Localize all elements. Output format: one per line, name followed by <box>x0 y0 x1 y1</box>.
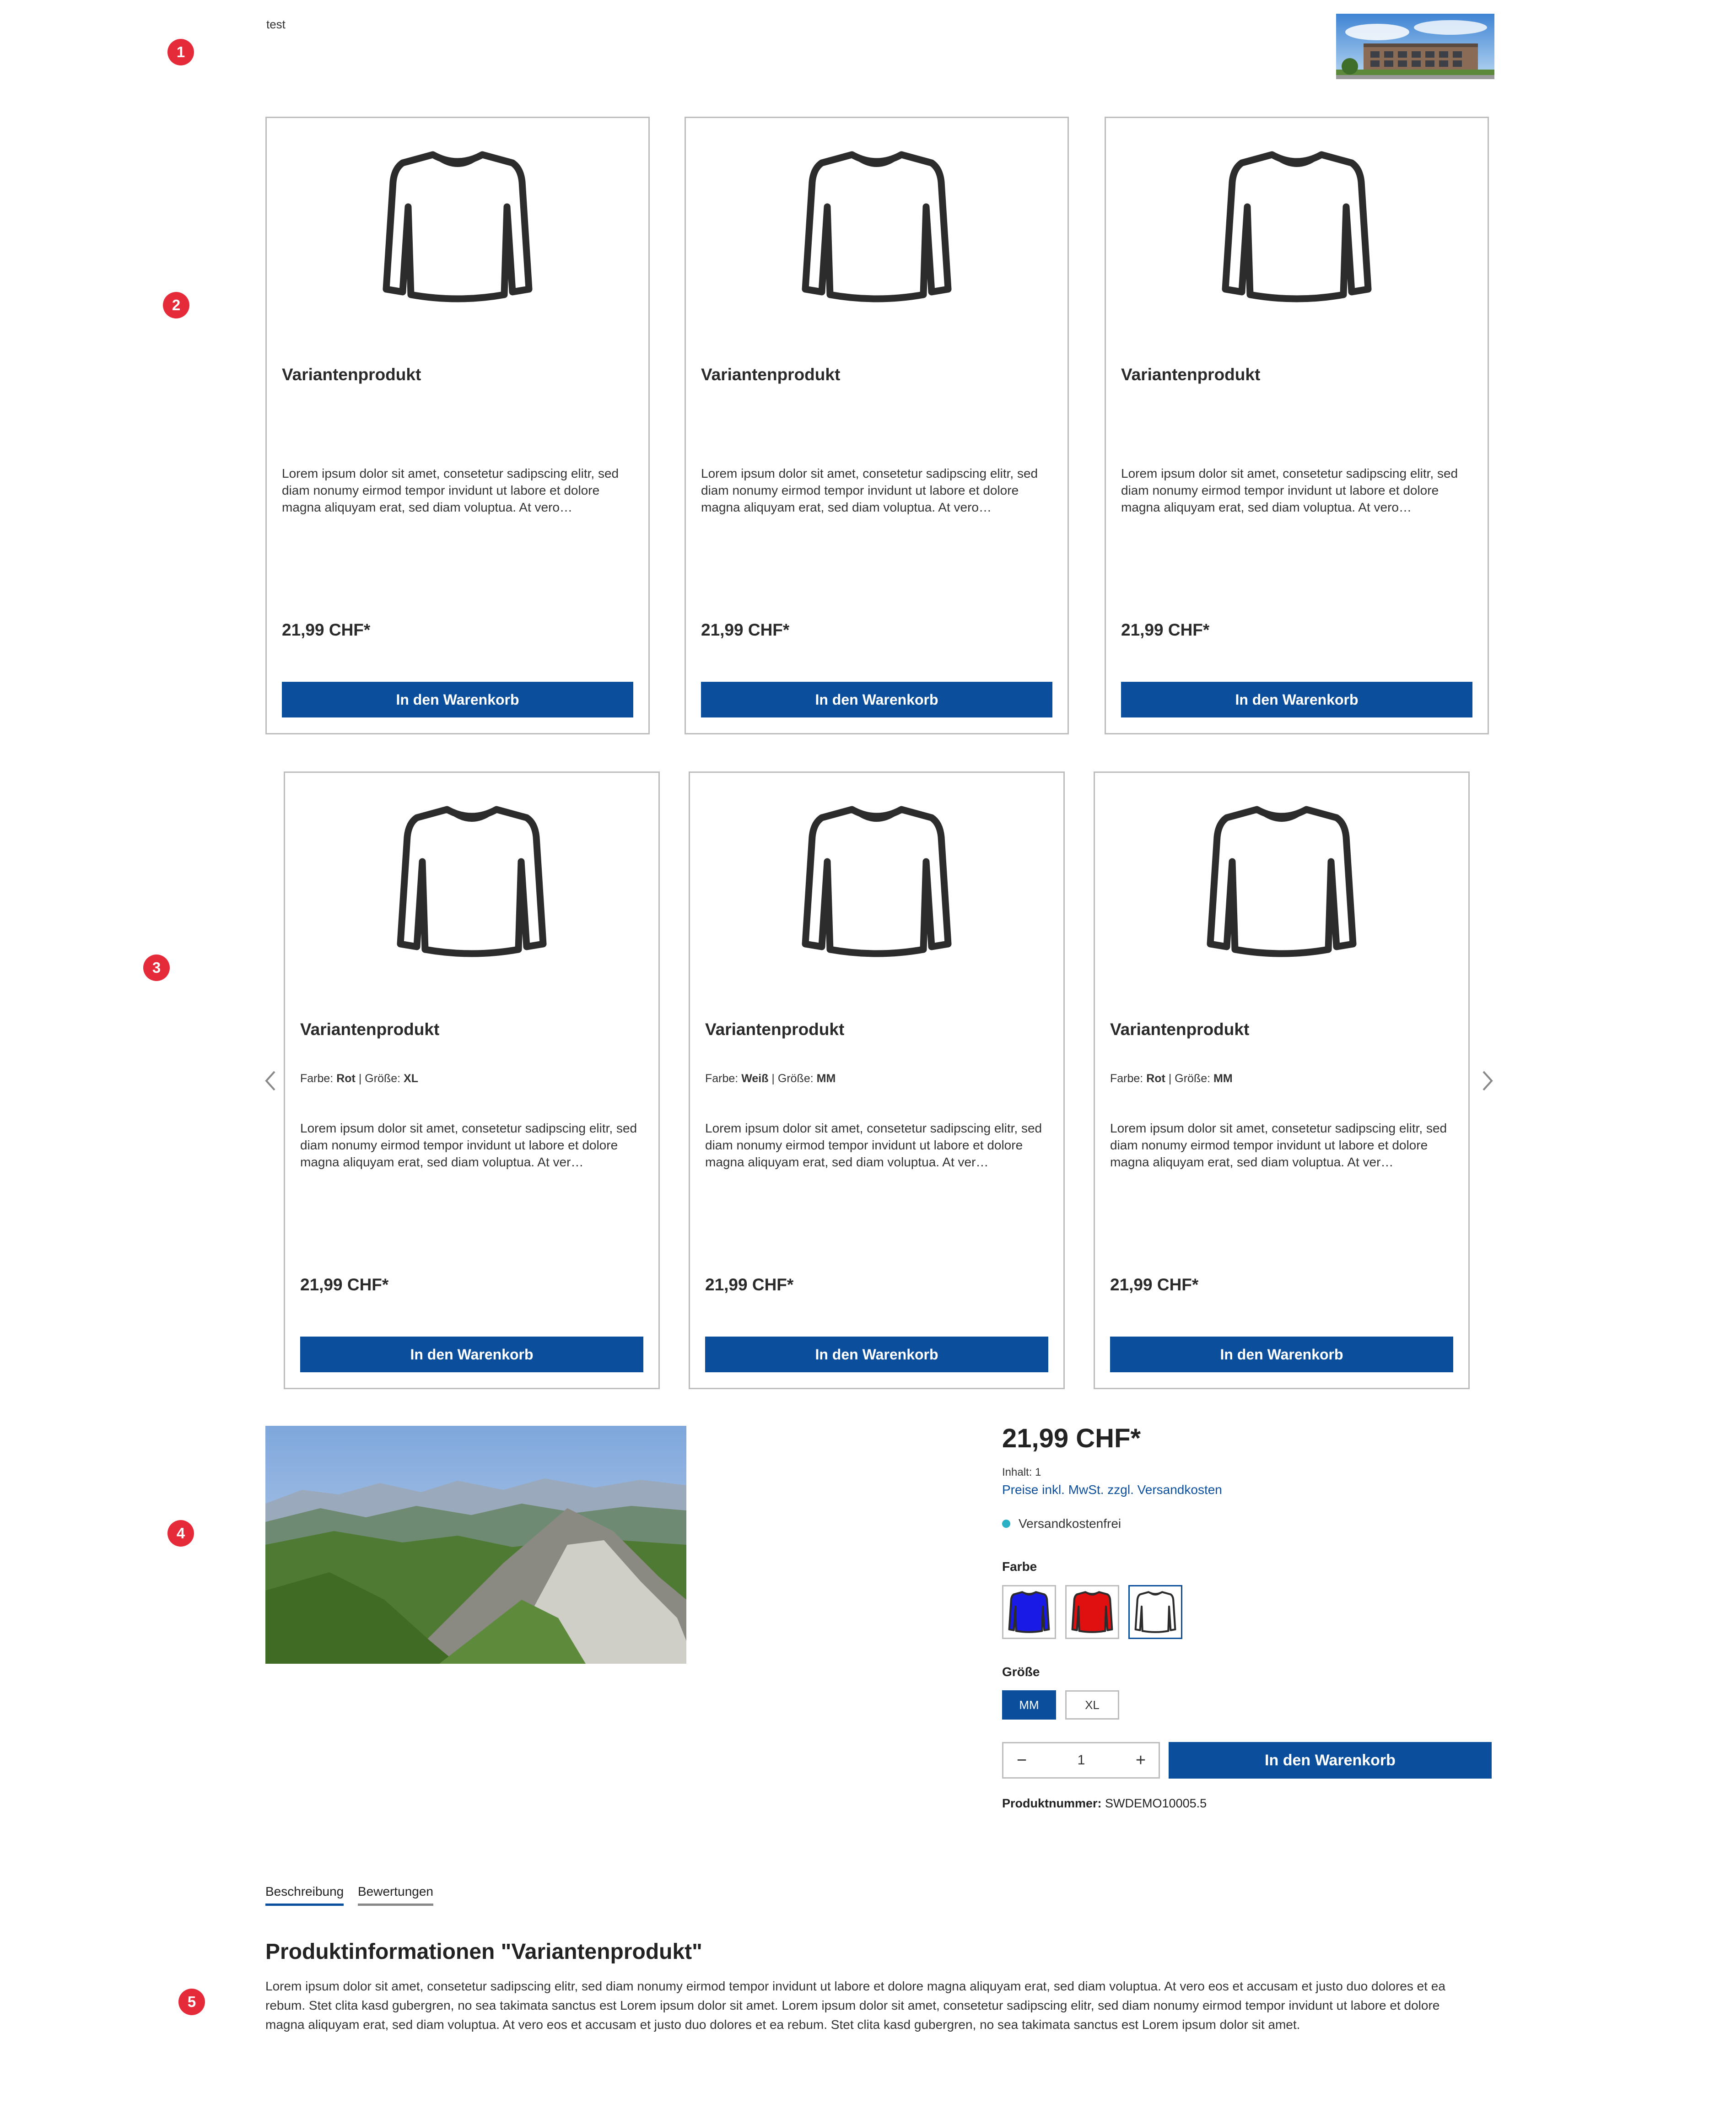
product-price: 21,99 CHF* <box>1121 620 1210 639</box>
size-option-value: MM <box>816 1072 836 1085</box>
tab-reviews[interactable]: Bewertungen <box>358 1884 433 1906</box>
product-shirt-icon[interactable] <box>267 141 648 297</box>
description-heading: Produktinformationen "Variantenprodukt" <box>265 1940 702 1964</box>
product-variant-options: Farbe: Weiß | Größe: MM <box>705 1072 836 1085</box>
product-description: Lorem ipsum dolor sit amet, consetetur sadipscing elitr, sed diam nonumy eirmod tempor invidunt ut labore et dolore magna aliquyam erat, sed diam voluptua. At vero… <box>1121 466 1458 514</box>
product-title[interactable]: Variantenprodukt <box>1121 365 1261 384</box>
shirt-icon <box>1006 1588 1052 1636</box>
shirt-icon <box>1132 1588 1178 1636</box>
product-number <box>1002 1796 1207 1811</box>
product-shirt-icon[interactable] <box>285 796 658 951</box>
tax-shipping-link[interactable]: Preise inkl. MwSt. zzgl. Versandkosten <box>1002 1483 1222 1497</box>
size-option-label: Größe: <box>777 1072 814 1085</box>
product-card[interactable] <box>1094 771 1470 1389</box>
product-description: Lorem ipsum dolor sit amet, consetetur sadipscing elitr, sed diam nonumy eirmod tempor invidunt ut labore et dolore magna aliquyam erat, sed diam voluptua. At ver… <box>1110 1121 1447 1169</box>
add-to-cart-button[interactable]: In den Warenkorb <box>701 682 1052 717</box>
product-card[interactable] <box>284 771 660 1389</box>
detail-content: Inhalt: 1 <box>1002 1466 1041 1478</box>
section-marker-5: 5 <box>178 1989 205 2015</box>
product-title[interactable]: Variantenprodukt <box>701 365 841 384</box>
quantity-increase-button[interactable]: + <box>1135 1750 1146 1770</box>
add-to-cart-button[interactable]: In den Warenkorb <box>282 682 633 717</box>
product-price: 21,99 CHF* <box>705 1275 794 1294</box>
shipping-status-text: Versandkostenfrei <box>1019 1516 1121 1531</box>
product-description: Lorem ipsum dolor sit amet, consetetur sadipscing elitr, sed diam nonumy eirmod tempor invidunt ut labore et dolore magna aliquyam erat, sed diam voluptua. At ver… <box>300 1121 637 1169</box>
product-card[interactable] <box>265 117 650 734</box>
product-card[interactable] <box>1105 117 1489 734</box>
slider-prev-icon[interactable] <box>264 1070 277 1092</box>
shipping-status-dot <box>1002 1520 1010 1528</box>
section-marker-4: 4 <box>167 1520 194 1547</box>
product-description: Lorem ipsum dolor sit amet, consetetur sadipscing elitr, sed diam nonumy eirmod tempor invidunt ut labore et dolore magna aliquyam erat, sed diam voluptua. At vero… <box>701 466 1038 514</box>
product-title[interactable]: Variantenprodukt <box>705 1020 845 1039</box>
color-option-value: Rot <box>1146 1072 1165 1085</box>
color-option-label: Farbe: <box>705 1072 739 1085</box>
product-card[interactable] <box>689 771 1065 1389</box>
add-to-cart-button[interactable]: In den Warenkorb <box>300 1337 643 1372</box>
page-title: test <box>266 17 286 31</box>
color-option-label: Farbe: <box>300 1072 334 1085</box>
product-shirt-icon[interactable] <box>1106 141 1488 297</box>
size-option-label: Größe: <box>1175 1072 1211 1085</box>
product-card[interactable] <box>685 117 1069 734</box>
color-option-red[interactable] <box>1065 1585 1119 1639</box>
shirt-icon <box>1069 1588 1115 1636</box>
product-number-label: Produktnummer: <box>1002 1796 1102 1810</box>
section-marker-2: 2 <box>163 292 189 318</box>
header-building-image <box>1336 14 1494 79</box>
color-option-label: Farbe: <box>1110 1072 1143 1085</box>
product-price: 21,99 CHF* <box>1110 1275 1199 1294</box>
product-description: Lorem ipsum dolor sit amet, consetetur sadipscing elitr, sed diam nonumy eirmod tempor invidunt ut labore et dolore magna aliquyam erat, sed diam voluptua. At ver… <box>705 1121 1042 1169</box>
quantity-value[interactable]: 1 <box>1077 1753 1085 1768</box>
product-variant-options: Farbe: Rot | Größe: XL <box>300 1072 418 1085</box>
tab-description[interactable]: Beschreibung <box>265 1884 344 1906</box>
size-option-label: Größe: <box>365 1072 401 1085</box>
product-price: 21,99 CHF* <box>282 620 371 639</box>
size-option-xl[interactable]: XL <box>1065 1690 1119 1720</box>
product-variant-options: Farbe: Rot | Größe: MM <box>1110 1072 1233 1085</box>
detail-price: 21,99 CHF* <box>1002 1424 1141 1453</box>
size-option-value: XL <box>404 1072 418 1085</box>
size-heading: Größe <box>1002 1665 1040 1679</box>
section-marker-1: 1 <box>167 39 194 65</box>
product-price: 21,99 CHF* <box>701 620 790 639</box>
product-price: 21,99 CHF* <box>300 1275 389 1294</box>
slider-next-icon[interactable] <box>1481 1070 1494 1092</box>
size-option-value: MM <box>1213 1072 1233 1085</box>
product-title[interactable]: Variantenprodukt <box>282 365 421 384</box>
description-text: Lorem ipsum dolor sit amet, consetetur sadipscing elitr, sed diam nonumy eirmod tempor invidunt ut labore et dolore magna aliquyam erat, sed diam voluptua. At vero eos et accusam et justo duo dolores et ea rebum. Stet clita kasd gubergren, no sea takimata sanctus est Lorem ipsum dolor sit amet. Lorem ipsum dolor sit amet, consetetur sadipscing elitr, sed diam nonumy eirmod tempor invidunt ut labore et dolore magna aliquyam erat, sed diam voluptua. At vero eos et accusam et justo duo dolores et ea rebum. Stet clita kasd gubergren, no sea takimata sanctus est Lorem ipsum dolor sit amet. <box>265 1979 1445 2032</box>
product-shirt-icon[interactable] <box>690 796 1063 951</box>
product-number-value: SWDEMO10005.5 <box>1105 1796 1207 1810</box>
color-option-blue[interactable] <box>1002 1585 1056 1639</box>
add-to-cart-button[interactable]: In den Warenkorb <box>1121 682 1472 717</box>
quantity-stepper[interactable] <box>1002 1742 1160 1779</box>
add-to-cart-button[interactable]: In den Warenkorb <box>1169 1742 1492 1779</box>
product-shirt-icon[interactable] <box>1095 796 1468 951</box>
product-description: Lorem ipsum dolor sit amet, consetetur sadipscing elitr, sed diam nonumy eirmod tempor invidunt ut labore et dolore magna aliquyam erat, sed diam voluptua. At vero… <box>282 466 619 514</box>
color-option-value: Weiß <box>741 1072 769 1085</box>
color-heading: Farbe <box>1002 1559 1037 1574</box>
product-title[interactable]: Variantenprodukt <box>300 1020 440 1039</box>
product-title[interactable]: Variantenprodukt <box>1110 1020 1250 1039</box>
color-option-white[interactable] <box>1128 1585 1182 1639</box>
size-option-mm[interactable]: MM <box>1002 1690 1056 1720</box>
add-to-cart-button[interactable]: In den Warenkorb <box>1110 1337 1453 1372</box>
quantity-decrease-button[interactable]: − <box>1016 1750 1027 1770</box>
product-image-mountains[interactable] <box>265 1426 686 1664</box>
product-shirt-icon[interactable] <box>686 141 1067 297</box>
color-option-value: Rot <box>336 1072 356 1085</box>
add-to-cart-button[interactable]: In den Warenkorb <box>705 1337 1048 1372</box>
section-marker-3: 3 <box>143 955 170 981</box>
